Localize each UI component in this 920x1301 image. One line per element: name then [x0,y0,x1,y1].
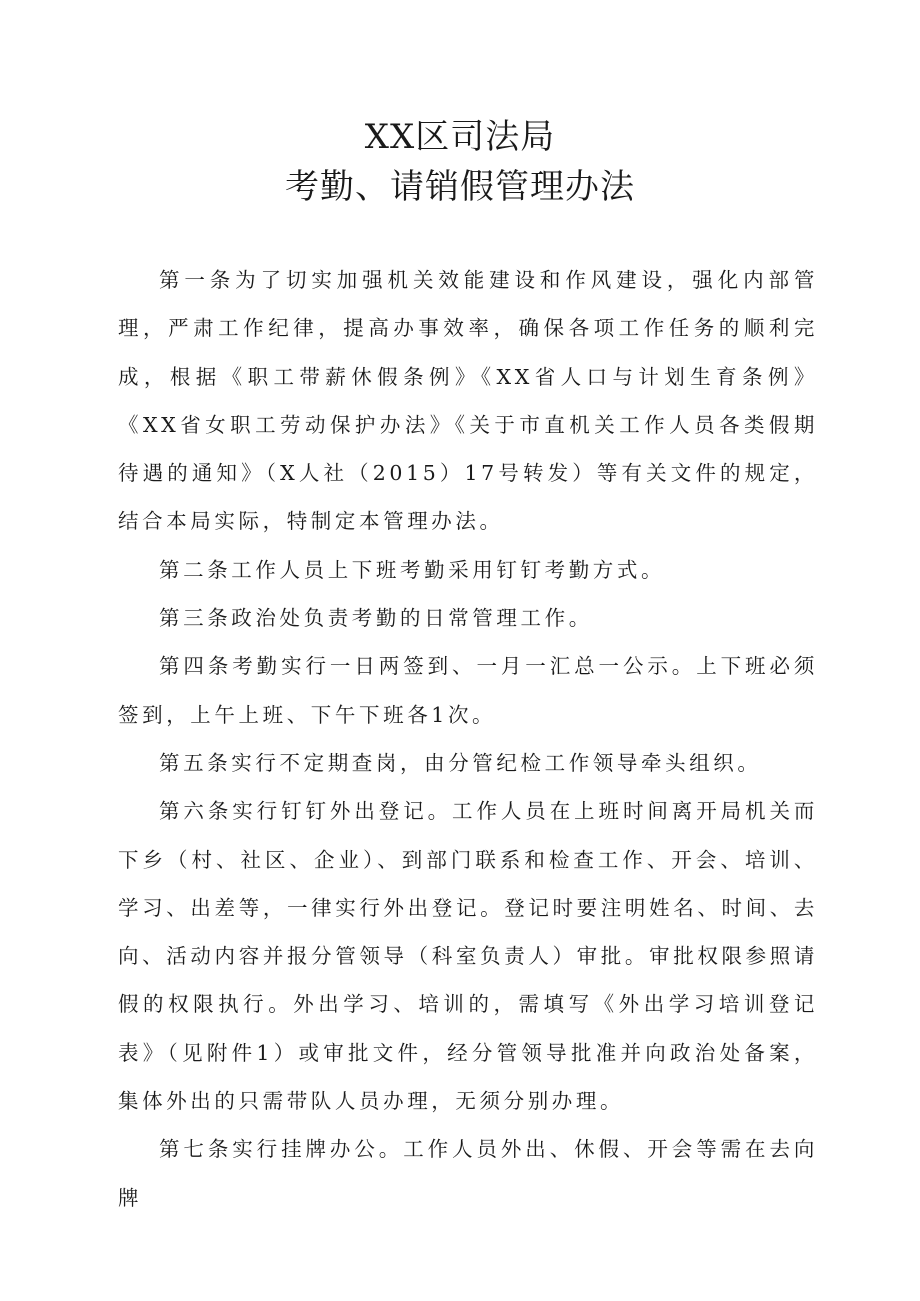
document-body [118,256,818,1222]
article-4: 第四条考勤实行一日两签到、一月一汇总一公示。上下班必须签到，上午上班、下午下班各1次。 [118,654,818,727]
article-6: 第六条实行钉钉外出登记。工作人员在上班时间离开局机关而下乡（村、社区、企业）、到部门联系和检查工作、开会、培训、学习、出差等，一律实行外出登记。登记时要注明姓名、时间、去向、活动内容并报分管领导（科室负责人）审批。审批权限参照请假的权限执行。外出学习、培训的，需填写《外出学习培训登记表》（见附件1）或审批文件，经分管领导批准并向政治处备案，集体外出的只需带队人员办理，无须分别办理。 [118,799,818,1114]
article-7: 第七条实行挂牌办公。工作人员外出、休假、开会等需在去向牌 [118,1137,818,1210]
title-line-org: XX区司法局 [364,117,556,157]
article-1: 第一条为了切实加强机关效能建设和作风建设，强化内部管理，严肃工作纪律，提高办事效率，确保各项工作任务的顺利完成，根据《职工带薪休假条例》《XX省人口与计划生育条例》《XX省女职工劳动保护办法》《关于市直机关工作人员各类假期待遇的通知》（X人社（2015）17号转发）等有关文件的规定，结合本局实际，特制定本管理办法。 [118,268,818,534]
document-title [0,112,920,212]
title-line-subject: 考勤、请销假管理办法 [285,167,635,207]
article-2: 第二条工作人员上下班考勤采用钉钉考勤方式。 [159,557,666,582]
article-5: 第五条实行不定期查岗，由分管纪检工作领导牵头组织。 [159,750,762,775]
article-3: 第三条政治处负责考勤的日常管理工作。 [159,606,593,631]
